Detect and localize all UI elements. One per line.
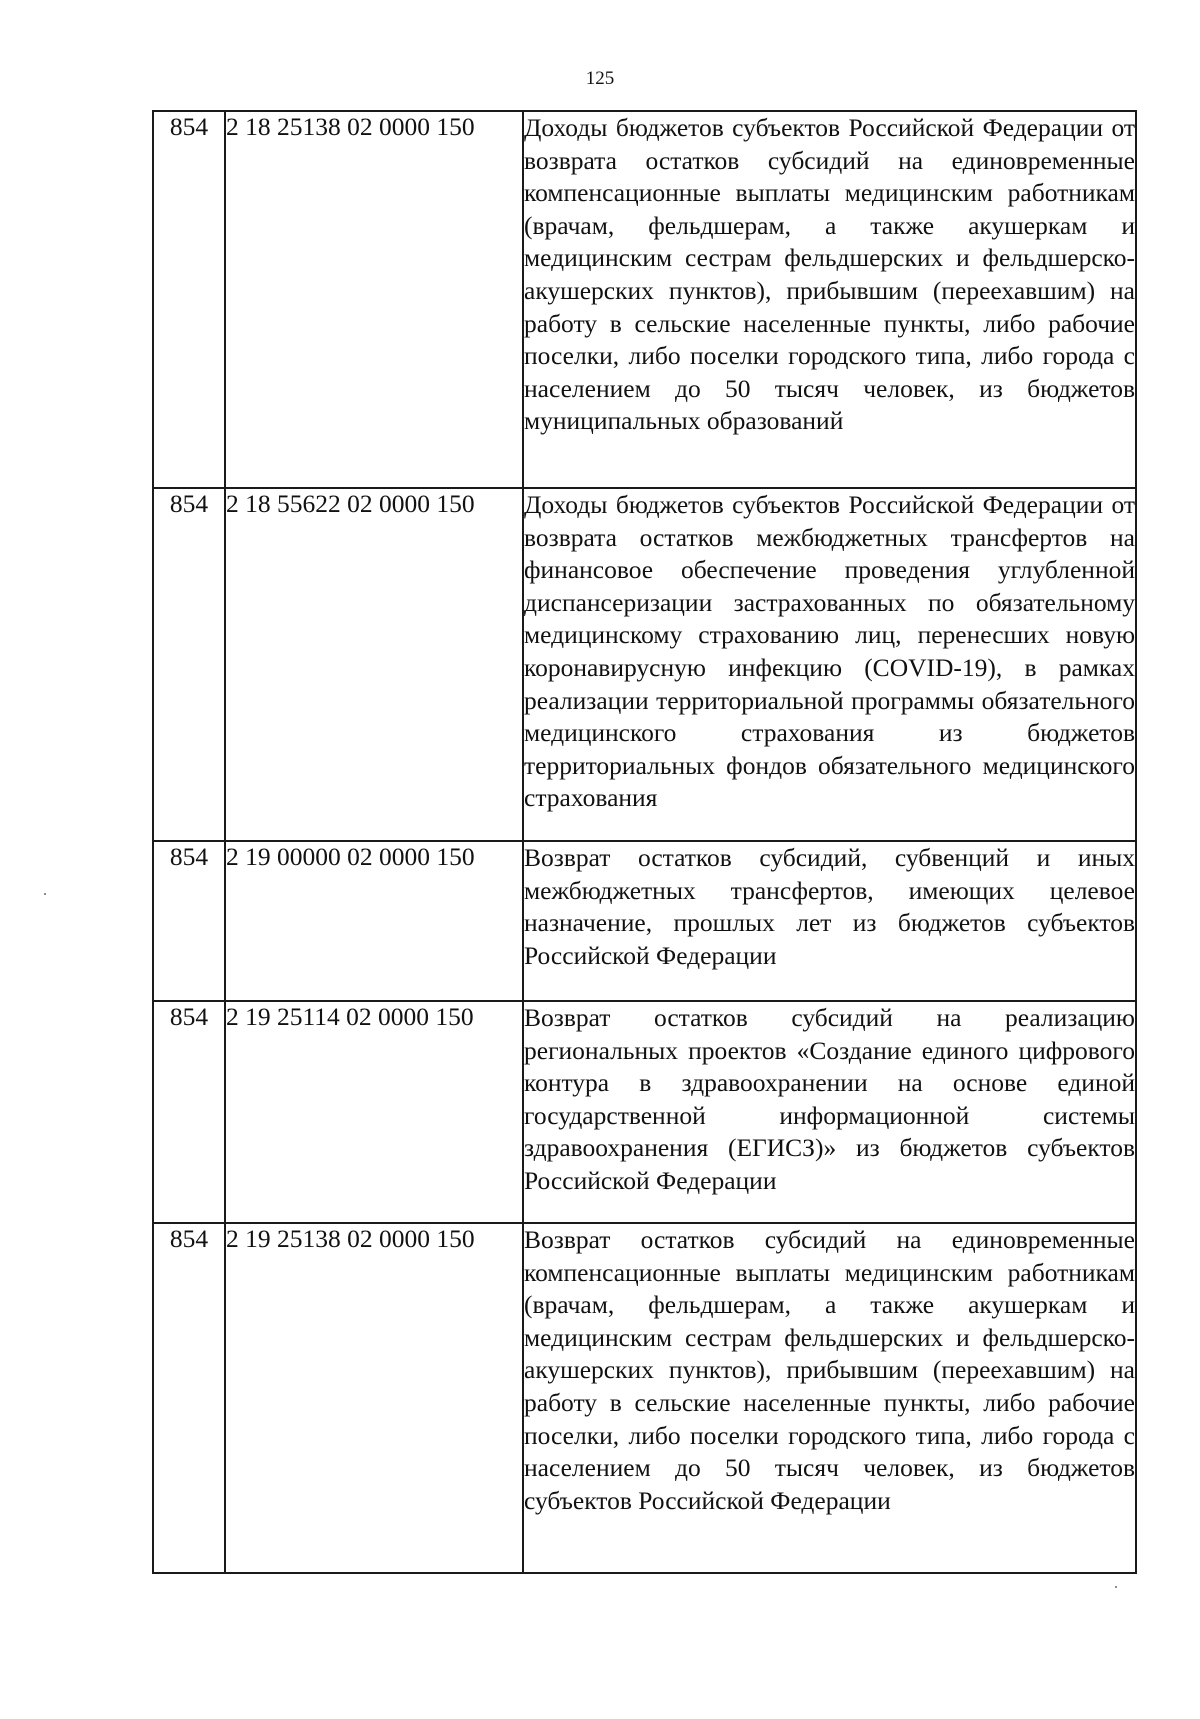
scan-speck — [1115, 1586, 1117, 1588]
admin-code-cell: 854 — [153, 488, 225, 841]
kbk-code-cell: 2 18 25138 02 0000 150 — [225, 111, 523, 488]
kbk-code-cell: 2 19 25114 02 0000 150 — [225, 1001, 523, 1223]
description-cell: Доходы бюджетов субъектов Российской Федерации от возврата остатков межбюджетных трансфертов на финансовое обеспечение проведения углубленной диспансеризации застрахованных по обязательному медицинскому страхованию лиц, перенесших новую коронавирусную инфекцию (COVID-19), в рамках реализации территориальной программы обязательного медицинского страхования из бюджетов территориальных фондов обязательного медицинского страхования — [523, 488, 1136, 841]
page-number: 125 — [585, 68, 615, 89]
admin-code-cell: 854 — [153, 841, 225, 1001]
budget-classification-table — [152, 110, 1137, 1574]
table-row — [153, 1001, 1136, 1223]
admin-code-cell: 854 — [153, 1001, 225, 1223]
table-row — [153, 111, 1136, 488]
description-cell: Возврат остатков субсидий, субвенций и иных межбюджетных трансфертов, имеющих целевое назначение, прошлых лет из бюджетов субъектов Российской Федерации — [523, 841, 1136, 1001]
kbk-code-cell: 2 19 00000 02 0000 150 — [225, 841, 523, 1001]
admin-code-cell: 854 — [153, 111, 225, 488]
table-row — [153, 488, 1136, 841]
description-cell: Возврат остатков субсидий на единовременные компенсационные выплаты медицинским работникам (врачам, фельдшерам, а также акушеркам и медицинским сестрам фельдшерских и фельдшерско-акушерских пунктов), прибывшим (переехавшим) на работу в сельские населенные пункты, либо рабочие поселки, либо поселки городского типа, либо города с населением до 50 тысяч человек, из бюджетов субъектов Российской Федерации — [523, 1223, 1136, 1573]
table-row — [153, 841, 1136, 1001]
kbk-code-cell: 2 18 55622 02 0000 150 — [225, 488, 523, 841]
admin-code-cell: 854 — [153, 1223, 225, 1573]
description-cell: Возврат остатков субсидий на реализацию региональных проектов «Создание единого цифрового контура в здравоохранении на основе единой государственной информационной системы здравоохранения (ЕГИСЗ)» из бюджетов субъектов Российской Федерации — [523, 1001, 1136, 1223]
description-cell: Доходы бюджетов субъектов Российской Федерации от возврата остатков субсидий на единовременные компенсационные выплаты медицинским работникам (врачам, фельдшерам, а также акушеркам и медицинским сестрам фельдшерских и фельдшерско-акушерских пунктов), прибывшим (переехавшим) на работу в сельские населенные пункты, либо рабочие поселки, либо поселки городского типа, либо города с населением до 50 тысяч человек, из бюджетов муниципальных образований — [523, 111, 1136, 488]
kbk-code-cell: 2 19 25138 02 0000 150 — [225, 1223, 523, 1573]
table-row — [153, 1223, 1136, 1573]
scan-speck — [44, 893, 46, 895]
